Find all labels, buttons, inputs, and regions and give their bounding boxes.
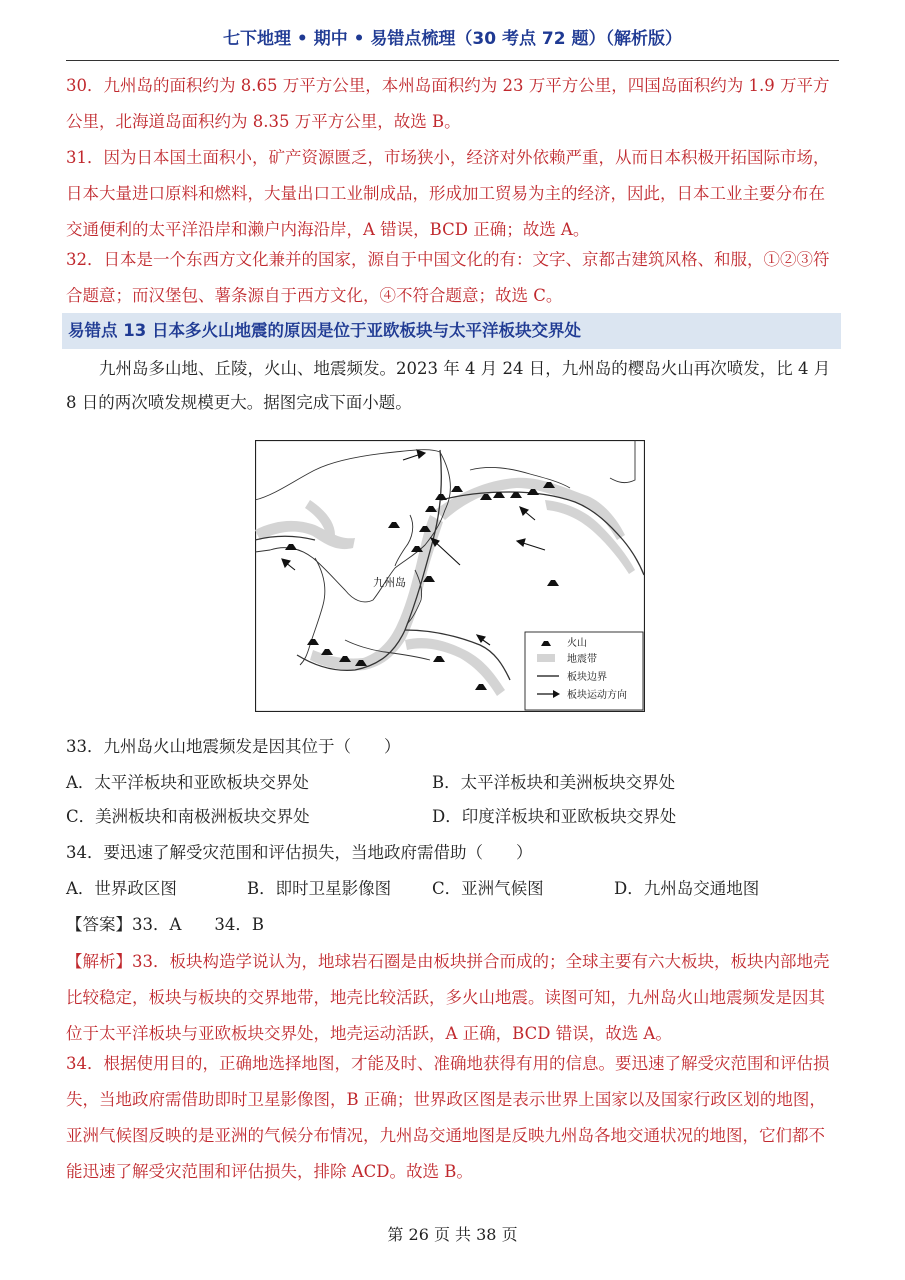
legend-volcano-label: 火山 bbox=[567, 638, 587, 649]
q34-option-b: B．即时卫星影像图 bbox=[247, 879, 392, 898]
question-intro: 九州岛多山地、丘陵，火山、地震频发。2023 年 4 月 24 日，九州岛的樱岛火山再次喷发，比 4 月 8 日的两次喷发规模更大。据图完成下面小题。 bbox=[66, 359, 831, 412]
answer-text: 33．A 34．B bbox=[132, 915, 265, 934]
q34-option-c: C．亚洲气候图 bbox=[432, 879, 544, 898]
explanation-30: 30．九州岛的面积约为 8.65 万平方公里，本州岛面积约为 23 万平方公里，四国岛面积约为 1.9 万平方公里，北海道岛面积约为 8.35 万平方公里，故选 B。 bbox=[66, 76, 830, 131]
q33-option-a: A．太平洋板块和亚欧板块交界处 bbox=[66, 773, 309, 792]
header-divider bbox=[66, 60, 839, 61]
kyushu-label: 九州岛 bbox=[373, 576, 406, 589]
map-legend bbox=[525, 632, 643, 710]
legend-arrow-label: 板块运动方向 bbox=[567, 690, 627, 701]
answer-tag: 【答案】 bbox=[66, 915, 132, 934]
answer-line bbox=[66, 910, 264, 940]
q34-option-d: D．九州岛交通地图 bbox=[614, 879, 760, 898]
analysis-34: 34．根据使用目的，正确地选择地图，才能及时、准确地获得有用的信息。要迅速了解受灾范围和评估损失，当地政府需借助即时卫星影像图，B 正确；世界政区图是表示世界上国家以及国家行政区划的地图，亚洲气候图反映的是亚洲的气候分布情况，九州岛交通地图是反映九州岛各地交通状况的地图，它们都不能迅速了解受灾范围和评估损失，排除 ACD。故选 B。 bbox=[66, 1054, 830, 1181]
explanation-32: 32．日本是一个东西方文化兼并的国家，源自于中国文化的有：文字、京都古建筑风格、和服，①②③符合题意；而汉堡包、薯条源自于西方文化，④不符合题意；故选 C。 bbox=[66, 250, 830, 305]
analysis-33 bbox=[66, 944, 839, 1052]
q34-option-a: A．世界政区图 bbox=[66, 879, 177, 898]
plate-map-figure bbox=[255, 440, 645, 712]
analysis-tag: 【解析】 bbox=[66, 952, 132, 971]
q33-option-c: C．美洲板块和南极洲板块交界处 bbox=[66, 807, 310, 826]
section-heading: 易错点 13 日本多火山地震的原因是位于亚欧板块与太平洋板块交界处 bbox=[68, 321, 581, 340]
analysis-33-text: 33．板块构造学说认为，地球岩石圈是由板块拼合而成的；全球主要有六大板块，板块内部地壳比较稳定，板块与板块的交界地带，地壳比较活跃，多火山地震。读图可知，九州岛火山地震频发是因其位于太平洋板块与亚欧板块交界处，地壳运动活跃，A 正确，BCD 错误，故选 A。 bbox=[66, 952, 830, 1043]
page-header-title: 七下地理 • 期中 • 易错点梳理（30 考点 72 题）（解析版） bbox=[223, 29, 682, 49]
legend-boundary-label: 板块边界 bbox=[567, 672, 607, 683]
explanation-31: 31．因为日本国土面积小，矿产资源匮乏，市场狭小，经济对外依赖严重，从而日本积极开拓国际市场，日本大量进口原料和燃料，大量出口工业制成品，形成加工贸易为主的经济，因此，日本工业主要分布在交通便利的太平洋沿岸和濑户内海沿岸，A 错误，BCD 正确；故选 A。 bbox=[66, 148, 830, 239]
q33-option-d: D．印度洋板块和亚欧板块交界处 bbox=[432, 807, 677, 826]
q34-stem: 34．要迅速了解受灾范围和评估损失，当地政府需借助（ ） bbox=[66, 843, 533, 862]
q33-stem: 33．九州岛火山地震频发是因其位于（ ） bbox=[66, 737, 401, 756]
legend-seismic-label: 地震带 bbox=[567, 654, 597, 665]
legend-seismic-icon bbox=[537, 654, 555, 662]
page-number: 第 26 页 共 38 页 bbox=[387, 1225, 518, 1244]
q33-option-b: B．太平洋板块和美洲板块交界处 bbox=[432, 773, 676, 792]
